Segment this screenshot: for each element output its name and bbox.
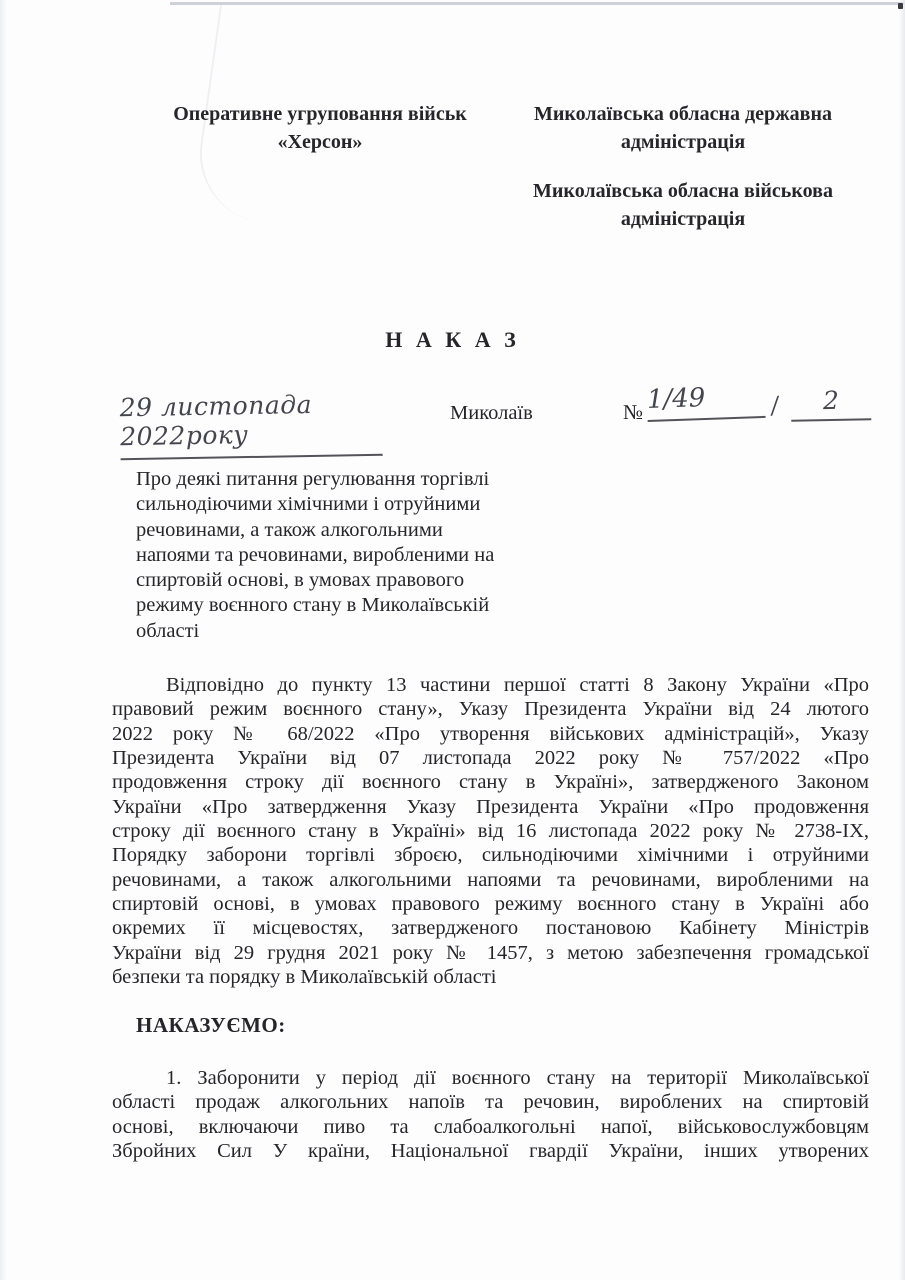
preamble-line: строку дії воєнного стану в Україні» від 16 листопада 2022 року № 2738-IX, bbox=[112, 820, 869, 843]
preamble-line: Порядку заборони торгівлі зброєю, сильнодіючими хімічними і отруйними bbox=[112, 844, 869, 867]
preamble-line: України від 29 грудня 2021 року № 1457, з метою забезпечення громадської bbox=[112, 941, 869, 964]
issue-city: Миколаїв bbox=[450, 402, 533, 424]
issuer-line: адміністрація bbox=[620, 207, 746, 230]
document-number-sign: № bbox=[623, 400, 644, 424]
order-item-line: Збройних Сил У країни, Національної гвардії України, інших утворених bbox=[112, 1140, 869, 1163]
issuer-line: «Херсон» bbox=[277, 130, 363, 153]
preamble-line: 2022 року № 68/2022 «Про утворення військових адміністрацій», Указу bbox=[112, 722, 869, 745]
preamble-line: Відповідно до пункту 13 частини першої статті 8 Закону України «Про bbox=[166, 674, 869, 696]
preamble-line: спиртовій основі, в умовах правового режиму воєнного стану в Україні або bbox=[112, 893, 869, 916]
preamble-line: продовження строку дії воєнного стану в Україні», затвердженого Законом bbox=[112, 771, 869, 794]
handwritten-document-number: 1/49 bbox=[646, 381, 765, 422]
issuer-line: Оперативне угруповання військ bbox=[173, 103, 467, 125]
order-item-line: області продаж алкогольних напоїв та речовин, вироблених на спиртовій bbox=[112, 1091, 869, 1114]
scan-left-edge-shading bbox=[0, 0, 7, 1280]
subject-line: спиртовій основі, в умовах правового bbox=[136, 569, 465, 592]
preamble-line: Президента України від 07 листопада 2022 року № 757/2022 «Про bbox=[112, 747, 869, 770]
scan-top-edge-artifact bbox=[170, 2, 905, 5]
subject-line: сильнодіючими хімічними і отруйними bbox=[136, 493, 481, 516]
scan-right-edge-shading bbox=[899, 0, 905, 1280]
handwritten-date: 29 листопада 2022року bbox=[119, 389, 382, 461]
handwritten-document-number-suffix: 2 bbox=[791, 385, 872, 421]
issuer-line: адміністрація bbox=[620, 130, 746, 153]
order-item-1-paragraph bbox=[112, 1066, 869, 1163]
scan-speck-artifact bbox=[898, 3, 903, 9]
preamble-line: України «Про затвердження Указу Президента України «Про продовження bbox=[112, 795, 869, 818]
document-title: Н А К А З bbox=[385, 327, 520, 352]
issuer-line: Миколаївська обласна державна bbox=[534, 103, 832, 125]
subject-line: області bbox=[136, 619, 200, 642]
preamble-paragraph bbox=[112, 673, 869, 989]
subject-paragraph bbox=[136, 467, 641, 644]
subject-line: режиму воєнного стану в Миколаївській bbox=[136, 594, 490, 617]
subject-line: речовинами, а також алкогольними bbox=[136, 518, 443, 541]
issuer-state-administration bbox=[498, 101, 868, 156]
issuer-operational-group bbox=[155, 101, 485, 156]
order-item-line: основі, включаючи пиво та слабоалкогольні напої, військовослужбовцям bbox=[112, 1115, 869, 1138]
issuer-line: Миколаївська обласна військова bbox=[533, 180, 833, 202]
preamble-line: окремих її місцевостях, затвердженого постановою Кабінету Міністрів bbox=[112, 917, 869, 940]
subject-line: напоями та речовинами, виробленими на bbox=[136, 543, 495, 566]
subject-line: Про деякі питання регулювання торгівлі bbox=[136, 468, 490, 490]
preamble-line: речовинами, а також алкогольними напоями та речовинами, виробленими на bbox=[112, 868, 869, 891]
preamble-line: безпеки та порядку в Миколаївській області bbox=[112, 966, 497, 989]
document-number-separator: / bbox=[769, 392, 781, 420]
preamble-line: правовий режим воєнного стану», Указу Президента України від 24 лютого bbox=[112, 698, 869, 721]
order-heading: НАКАЗУЄМО: bbox=[136, 1013, 286, 1037]
issuer-military-administration bbox=[498, 178, 868, 233]
order-item-line: 1. Заборонити у період дії воєнного стану на території Миколаївської bbox=[166, 1067, 869, 1089]
